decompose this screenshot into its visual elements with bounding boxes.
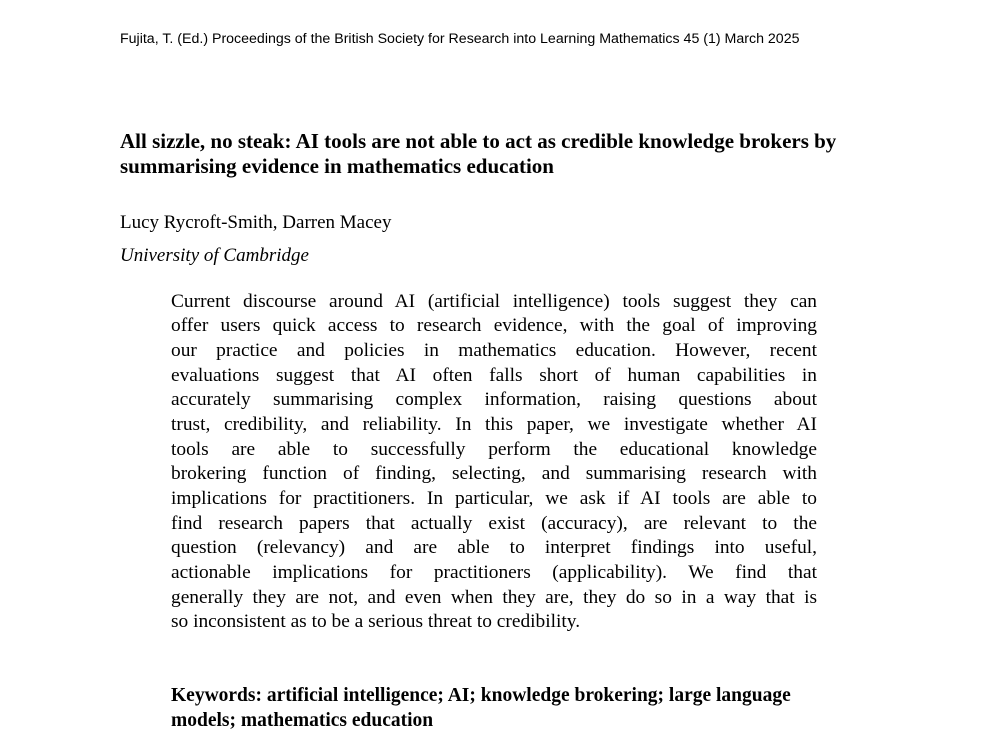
abstract-line: our practice and policies in mathematics education. However, recent [171, 339, 817, 361]
abstract-line: implications for practitioners. In particular, we ask if AI tools are able to [171, 488, 817, 509]
paper-affiliation: University of Cambridge [120, 245, 309, 266]
abstract-line: evaluations suggest that AI often falls short of human capabilities in [171, 364, 817, 386]
abstract [171, 290, 817, 636]
abstract-line: question (relevancy) and are able to interpret findings into useful, [171, 537, 817, 559]
abstract-line: so inconsistent as to be a serious threat to credibility. [171, 611, 581, 633]
paper-title-line: summarising evidence in mathematics education [120, 153, 554, 178]
keywords-line: Keywords: artificial intelligence; AI; knowledge brokering; large language [171, 685, 791, 706]
abstract-line: actionable implications for practitioners (applicability). We find that [171, 562, 817, 584]
paper-authors: Lucy Rycroft-Smith, Darren Macey [120, 212, 392, 233]
running-header: Fujita, T. (Ed.) Proceedings of the British Society for Research into Learning Mathematics 45 (1) March 2025 [120, 31, 800, 47]
abstract-line: brokering function of finding, selecting, and summarising research with [171, 463, 817, 485]
paper-title-line: All sizzle, no steak: AI tools are not able to act as credible knowledge brokers by [120, 129, 837, 153]
keywords-line: models; mathematics education [171, 710, 434, 731]
abstract-line: Current discourse around AI (artificial intelligence) tools suggest they can [171, 290, 817, 312]
abstract-line: accurately summarising complex information, raising questions about [171, 389, 817, 411]
abstract-line: offer users quick access to research evidence, with the goal of improving [171, 315, 817, 337]
abstract-line: tools are able to successfully perform the educational knowledge [171, 438, 817, 460]
abstract-line: generally they are not, and even when they are, they do so in a way that is [171, 586, 817, 608]
keywords [171, 683, 871, 733]
paper-title [120, 129, 880, 178]
abstract-line: trust, credibility, and reliability. In this paper, we investigate whether AI [171, 413, 817, 435]
abstract-line: find research papers that actually exist (accuracy), are relevant to the [171, 512, 817, 534]
